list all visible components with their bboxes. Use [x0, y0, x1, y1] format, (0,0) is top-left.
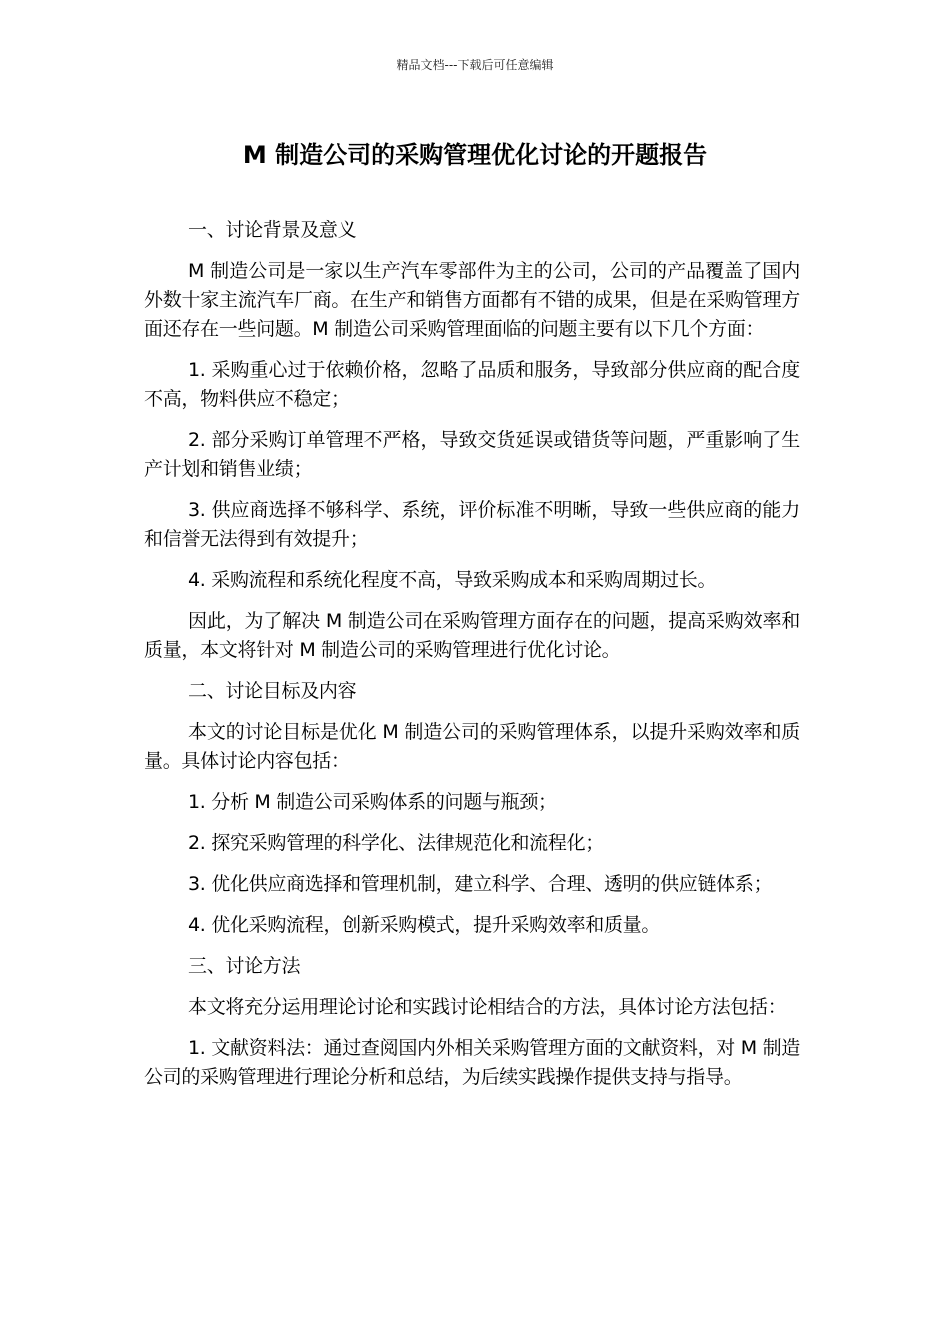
document-title: M 制造公司的采购管理优化讨论的开题报告	[242, 141, 708, 169]
section-1-item-1: 1. 采购重心过于依赖价格，忽略了品质和服务，导致部分供应商的配合度不高，物料供应不稳定；	[144, 359, 800, 410]
section-1-heading: 一、讨论背景及意义	[188, 219, 357, 241]
section-1-item-3: 3. 供应商选择不够科学、系统，评价标准不明晰，导致一些供应商的能力和信誉无法得到有效提升；	[144, 499, 800, 550]
document-body	[144, 216, 800, 1104]
section-1-item-4: 4. 采购流程和系统化程度不高，导致采购成本和采购周期过长。	[188, 569, 717, 591]
section-2-intro: 本文的讨论目标是优化 M 制造公司的采购管理体系，以提升采购效率和质量。具体讨论内容包括：	[144, 721, 800, 772]
section-3-item-1: 1. 文献资料法：通过查阅国内外相关采购管理方面的文献资料，对 M 制造公司的采购管理进行理论分析和总结，为后续实践操作提供支持与指导。	[144, 1037, 800, 1088]
section-3-heading: 三、讨论方法	[188, 955, 301, 977]
section-2-item-1: 1. 分析 M 制造公司采购体系的问题与瓶颈；	[188, 791, 557, 813]
section-2-heading: 二、讨论目标及内容	[188, 680, 357, 702]
section-2-item-4: 4. 优化采购流程，创新采购模式，提升采购效率和质量。	[188, 914, 661, 936]
header-note: 精品文档---下载后可任意编辑	[396, 58, 554, 72]
section-3-intro: 本文将充分运用理论讨论和实践讨论相结合的方法，具体讨论方法包括：	[188, 996, 787, 1018]
section-1-conclusion: 因此，为了解决 M 制造公司在采购管理方面存在的问题，提高采购效率和质量，本文将针对 M 制造公司的采购管理进行优化讨论。	[144, 610, 800, 661]
section-1-intro: M 制造公司是一家以生产汽车零部件为主的公司，公司的产品覆盖了国内外数十家主流汽车厂商。在生产和销售方面都有不错的成果，但是在采购管理方面还存在一些问题。M 制造公司采购管理面临的问题主要有以下几个方面：	[144, 260, 800, 340]
section-2-item-3: 3. 优化供应商选择和管理机制，建立科学、合理、透明的供应链体系；	[188, 873, 773, 895]
section-1-item-2: 2. 部分采购订单管理不严格，导致交货延误或错货等问题，严重影响了生产计划和销售业绩；	[144, 429, 800, 480]
section-2-item-2: 2. 探究采购管理的科学化、法律规范化和流程化；	[188, 832, 604, 854]
